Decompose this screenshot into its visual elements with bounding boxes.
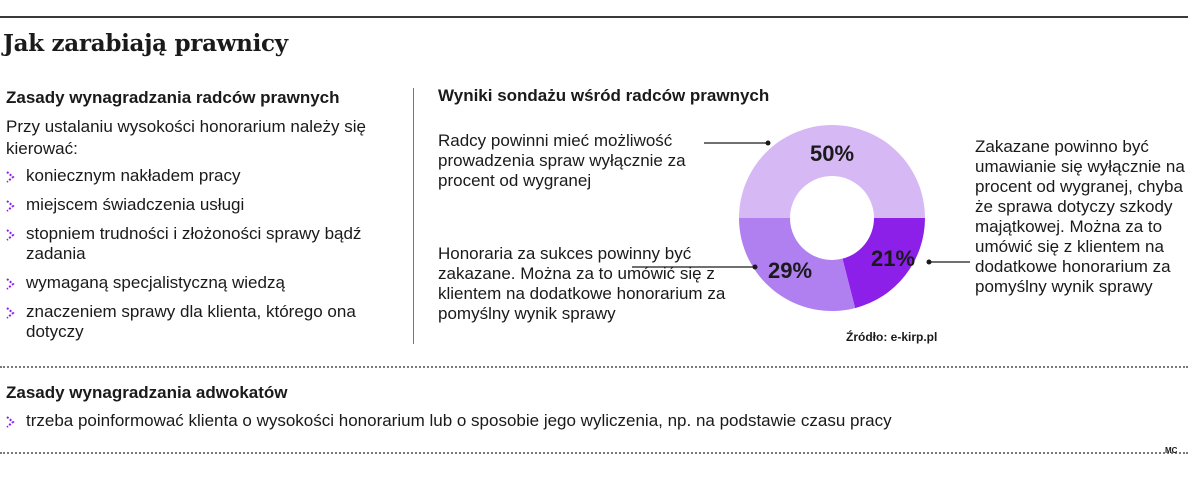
- left-section-heading: Zasady wynagradzania radców prawnych: [6, 88, 340, 107]
- bottom-section-heading: Zasady wynagradzania adwokatów: [6, 383, 288, 402]
- bullet-text: trzeba poinformować klienta o wysokości honorarium lub o sposobie jego wyliczenia, np. na podstawie czasu pracy: [26, 411, 892, 430]
- chart-source: Źródło: e-kirp.pl: [846, 330, 938, 344]
- annotation-29: Honoraria za sukces powinny być zakazane. Można za to umówić się z klientem na dodatkowe honorarium za pomyślny wynik sprawy: [438, 244, 726, 323]
- dotted-rule-top: [0, 366, 1188, 368]
- dotted-rule-bottom: [0, 452, 1188, 454]
- author-credit: MC: [1165, 446, 1178, 455]
- slice-label-21: 21%: [870, 246, 916, 271]
- leader-dot-29: [753, 265, 758, 270]
- list-item: [6, 411, 892, 431]
- donut-slice-50: [739, 125, 925, 218]
- page-title: Jak zarabiają prawnicy: [3, 30, 288, 57]
- slice-label-29: 29%: [767, 258, 813, 283]
- bullet-text: miejscem świadczenia usługi: [26, 195, 245, 214]
- annotation-50: Radcy powinni mieć możliwość prowadzenia spraw wyłącznie za procent od wygranej: [438, 131, 686, 190]
- leader-dot-50: [766, 141, 771, 146]
- chart-title: Wyniki sondażu wśród radców prawnych: [438, 86, 770, 105]
- bullet-arrow-icon: [6, 416, 15, 428]
- bullet-text: wymaganą specjalistyczną wiedzą: [26, 273, 285, 292]
- left-intro-text: Przy ustalaniu wysokości honorarium należy się kierować:: [6, 117, 366, 158]
- annotation-21: Zakazane powinno być umawianie się wyłącznie na procent od wygranej, chyba że sprawa dotyczy szkody majątkowej. Można za to umówić się z klientem na dodatkowe honorarium za pomyślny wynik sprawy: [975, 137, 1185, 296]
- leader-dot-21: [927, 260, 932, 265]
- slice-label-50: 50%: [809, 141, 855, 166]
- bullet-text: koniecznym nakładem pracy: [26, 166, 241, 185]
- bullet-text: znaczeniem sprawy dla klienta, którego ona dotyczy: [26, 302, 356, 341]
- bullet-text: stopniem trudności i złożoności sprawy bądź zadania: [26, 224, 362, 263]
